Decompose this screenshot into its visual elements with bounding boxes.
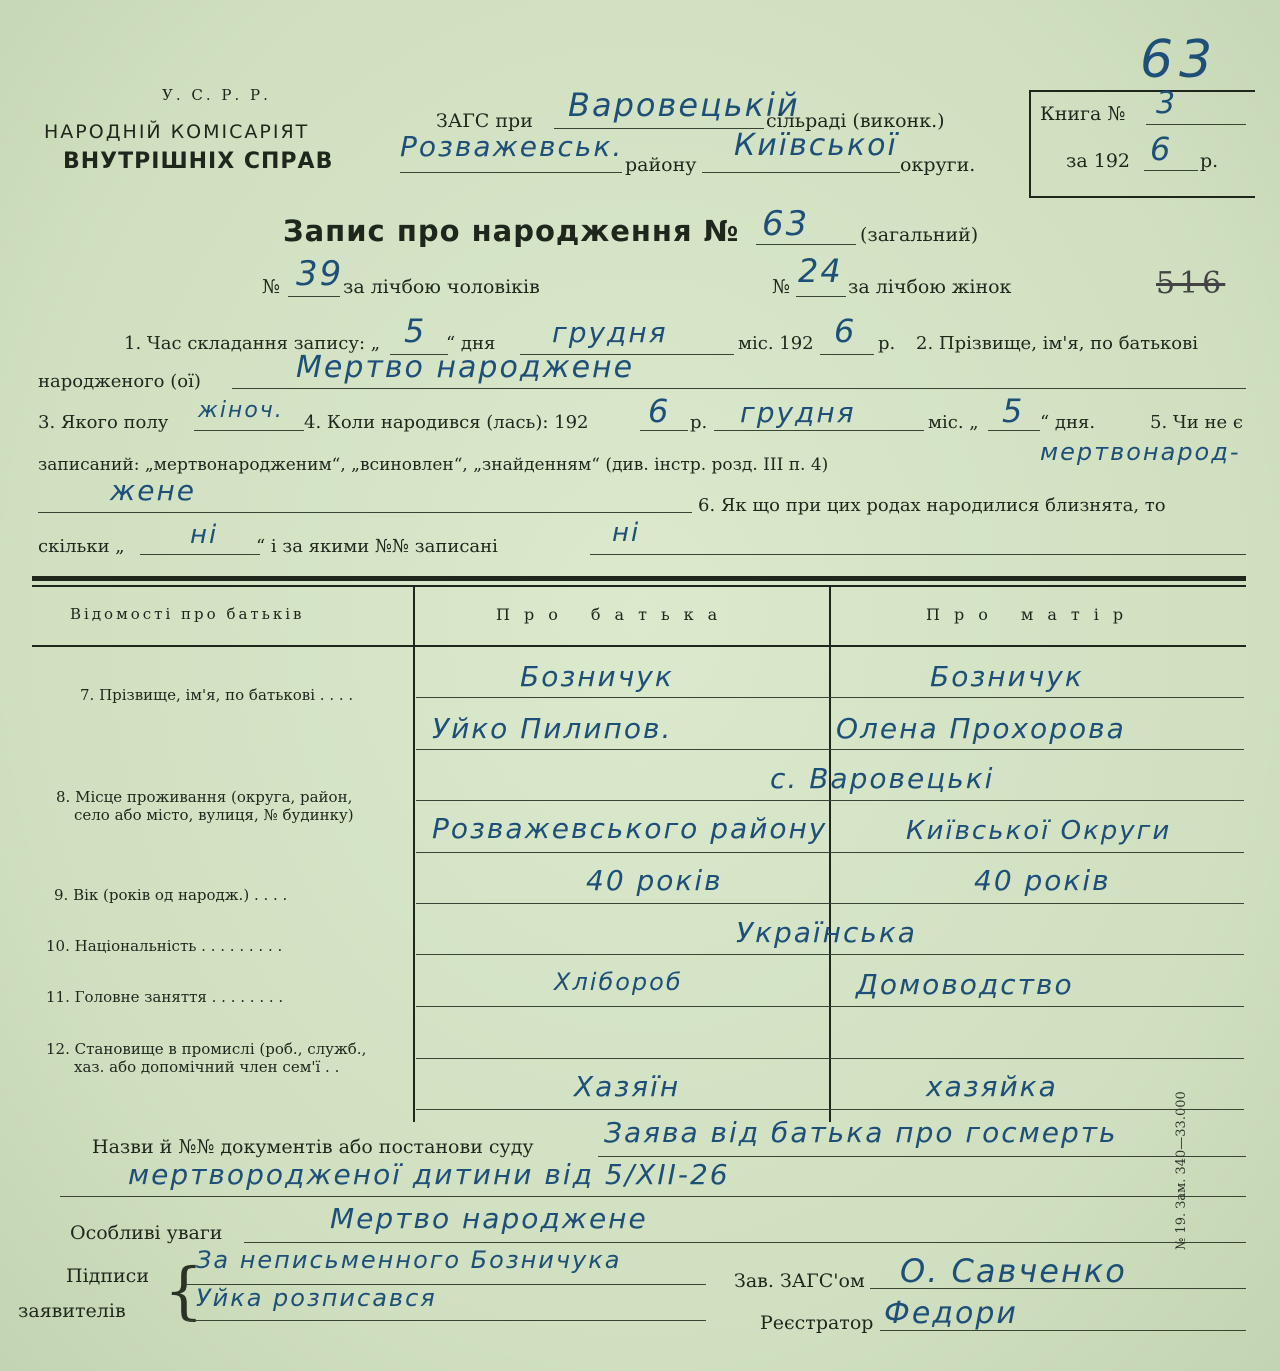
table-col-mother: Про матір (926, 605, 1138, 624)
f1-month-value: грудня (552, 316, 668, 349)
table-col-parents: Відомості про батьків (70, 605, 305, 623)
father-surname: Бозничук (520, 660, 674, 693)
f3-line (194, 430, 304, 431)
registrar-value: Федори (884, 1296, 1018, 1331)
women-number-line (796, 296, 846, 297)
zags-suffix: сільраді (виконк.) (766, 110, 945, 132)
side-stamp: № 19. Зам. 340—33.000 (1174, 1091, 1189, 1250)
father-status: Хазяїн (574, 1070, 681, 1103)
row-label-occupation: 11. Головне заняття . . . . . . . . (46, 988, 284, 1006)
signatures-line-2 (186, 1320, 706, 1321)
corner-number: 63 (1140, 30, 1219, 90)
f4-day-value: 5 (1002, 392, 1025, 430)
signatures-value: За неписьменного Бозничука (196, 1246, 622, 1274)
f4-r: р. (690, 412, 708, 433)
row-label-residence: 8. Місце проживання (округа, район, (56, 788, 353, 806)
table-col-father: Про батька (496, 605, 732, 624)
mother-surname: Бозничук (930, 660, 1084, 693)
row-label-name: 7. Прізвище, ім'я, по батькові . . . . (80, 686, 354, 704)
book-label: Книга № (1040, 103, 1126, 125)
nationality: Українська (736, 916, 917, 949)
docs-value: Заява від батька про госмерть (604, 1116, 1118, 1149)
zags-village-line (554, 128, 764, 129)
signatures-brace: { (164, 1254, 204, 1327)
f2-value: Мертво народжене (296, 350, 635, 385)
f5-value-line (38, 512, 692, 513)
table-col-divider-1 (413, 587, 415, 1122)
table-top-rule-thin (32, 585, 1246, 587)
f1-year-label: міс. 192 (738, 333, 814, 354)
head-value: О. Савченко (900, 1252, 1127, 1290)
mother-name: Олена Прохорова (836, 712, 1126, 745)
mother-status: хазяйка (926, 1070, 1058, 1103)
year-line (1144, 170, 1198, 171)
table-col-divider-2 (829, 587, 831, 1122)
registrar-label: Реєстратор (760, 1312, 874, 1334)
title-number-line (756, 244, 856, 245)
signatures-label: Підписи (66, 1265, 149, 1287)
year-suffix: р. (1200, 150, 1219, 172)
men-number: 39 (296, 254, 344, 294)
ministry-line1: НАРОДНІЙ КОМІСАРІЯТ (44, 121, 310, 143)
row-label-age: 9. Вік (років од народж.) . . . . (54, 886, 288, 904)
raion-line (400, 172, 622, 173)
f4-mis: міс. „ (928, 412, 979, 433)
republic-label: У. С. Р. Р. (162, 86, 271, 104)
table-row-line (416, 903, 1244, 904)
f3-value: жіноч. (198, 398, 284, 423)
table-row-line (416, 749, 1244, 750)
f4-day-line (988, 430, 1040, 431)
f4-label: 4. Коли народився (лась): 192 (304, 412, 589, 433)
record-title: Запис про народження № (283, 214, 740, 248)
f4-year-value: 6 (648, 392, 671, 430)
raion-value: Розважевськ. (400, 130, 624, 163)
f2-value-line (232, 388, 1246, 389)
row-label-status: 12. Становище в промислі (роб., служб., (46, 1040, 367, 1058)
docs-line (598, 1156, 1246, 1157)
father-age: 40 років (586, 864, 723, 897)
head-label: Зав. ЗАГС'ом (734, 1270, 865, 1292)
record-number: 63 (762, 204, 810, 244)
year-prefix: за 192 (1066, 150, 1130, 172)
okruga-line (702, 172, 900, 173)
f2-label: 2. Прізвище, ім'я, по батькові (916, 333, 1199, 354)
table-top-rule (32, 576, 1246, 581)
women-prefix: № (772, 276, 790, 298)
f1-day-label: “ дня (446, 333, 496, 354)
f4-day-label: “ дня. (1040, 412, 1096, 433)
f5-label: 5. Чи не є (1150, 412, 1243, 433)
f5-label2: записаний: „мертвонародженим“, „всиновлен“, „знайденням“ (див. інстр. розд. III п. 4) (38, 455, 829, 475)
docs-line-2 (60, 1196, 1246, 1197)
f3-label: 3. Якого полу (38, 412, 169, 433)
f6-label2: скільки „ (38, 536, 125, 557)
signatures-value-2: Уйка розписався (196, 1284, 437, 1312)
mother-residence-2: Київської Округи (906, 816, 1172, 846)
f4-month-value: грудня (740, 396, 856, 429)
table-row-line (416, 954, 1244, 955)
book-number-value: 3 (1156, 86, 1178, 121)
f6-value: ні (612, 518, 641, 548)
father-occupation: Хлібороб (554, 968, 683, 996)
f1-year-line (820, 354, 874, 355)
row-label-status-2: хаз. або допомічний член сем'ї . . (74, 1058, 340, 1076)
docs-value-2: мертвородженої дитини від 5/XII-26 (128, 1158, 730, 1191)
women-label: за лічбою жінок (848, 276, 1012, 298)
ministry-line2: ВНУТРІШНІХ СПРАВ (63, 149, 334, 174)
f4-month-line (714, 430, 924, 431)
mother-age: 40 років (974, 864, 1111, 897)
docs-label: Назви й №№ документів або постанови суду (92, 1136, 534, 1158)
f6-count-value: ні (190, 520, 219, 550)
men-label: за лічбою чоловіків (343, 276, 540, 298)
year-digit-value: 6 (1150, 130, 1173, 168)
f6-count-line (140, 554, 260, 555)
table-row-line (416, 1058, 1244, 1059)
table-row-line (416, 697, 1244, 698)
f1-year-value: 6 (834, 312, 857, 350)
men-number-line (288, 296, 340, 297)
f1-label: 1. Час складання запису: „ (124, 333, 381, 354)
okruga-label: округи. (900, 154, 976, 176)
f1-day-value: 5 (404, 312, 427, 350)
f2-label2: народженого (ої) (38, 371, 201, 392)
okruga-value: Київської (734, 128, 898, 163)
row-label-nationality: 10. Національність . . . . . . . . . (46, 937, 283, 955)
record-suffix: (загальний) (860, 224, 979, 246)
f6-label: 6. Як що при цих родах народилися близнята, то (698, 495, 1166, 516)
table-row-line (416, 1006, 1244, 1007)
row-label-residence-2: село або місто, вулиця, № будинку) (74, 806, 354, 824)
zags-prefix: ЗАГС при (436, 110, 533, 132)
f6-value-line (590, 554, 1246, 555)
notes-value: Мертво народжене (330, 1202, 648, 1235)
notes-line (244, 1242, 1246, 1243)
women-number: 24 (798, 252, 843, 290)
table-row-line (416, 852, 1244, 853)
mother-occupation: Домоводство (856, 968, 1074, 1001)
father-residence: с. Варовецькі (770, 762, 995, 795)
book-number-line (1146, 124, 1246, 125)
f4-year-line (640, 430, 688, 431)
notes-label: Особливі уваги (70, 1222, 223, 1244)
signatures-label2: заявителів (18, 1300, 126, 1322)
table-row-line (416, 1109, 1244, 1110)
table-header-rule (32, 645, 1246, 647)
table-row-line (416, 800, 1244, 801)
f5-value2: жене (110, 474, 196, 507)
struck-number: 516 (1156, 266, 1226, 301)
zags-village-value: Варовецькій (568, 86, 800, 124)
f1-year-end: р. (878, 333, 896, 354)
men-prefix: № (262, 276, 280, 298)
father-residence-2: Розважевського району (432, 812, 828, 845)
father-name: Уйко Пилипов. (432, 712, 673, 745)
raion-label: району (625, 154, 697, 176)
f6-mid: “ і за якими №№ записані (256, 536, 498, 557)
f5-value: мертвонарод- (1040, 438, 1241, 466)
